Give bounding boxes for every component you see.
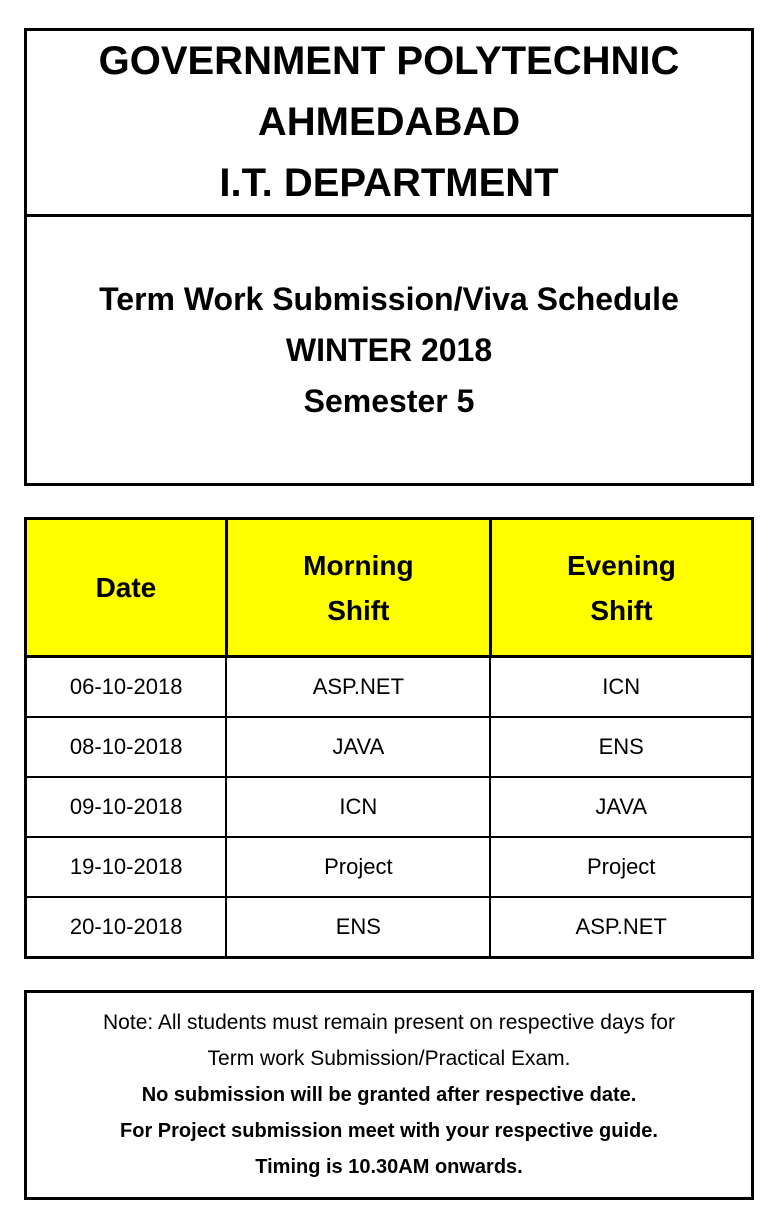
cell-evening: ENS [490,717,752,777]
header-box [24,28,754,486]
note-no-late-submission: No submission will be granted after respective date. [141,1084,637,1106]
column-header-evening-line1: Evening [566,549,676,581]
table-row [26,657,753,718]
cell-morning: ASP.NET [226,657,490,718]
institution-section [27,31,751,217]
cell-morning: Project [226,837,490,897]
column-header-morning-line1: Morning [303,549,414,581]
note-box [24,990,754,1200]
cell-evening: ASP.NET [490,897,752,958]
column-header-evening [490,519,752,657]
table-row [26,897,753,958]
cell-morning: JAVA [226,717,490,777]
schedule-title-section [27,217,751,483]
cell-evening: ICN [490,657,752,718]
column-header-morning [226,519,490,657]
schedule-table [24,517,754,959]
cell-date: 19-10-2018 [26,837,227,897]
table-row [26,717,753,777]
cell-date: 09-10-2018 [26,777,227,837]
department-name: I.T. DEPARTMENT [219,161,559,205]
column-header-date-label: Date [95,572,157,603]
cell-date: 06-10-2018 [26,657,227,718]
table-row [26,837,753,897]
table-row [26,777,753,837]
note-line-1: Note: All students must remain present on respective days for [103,1011,675,1034]
column-header-date [26,519,227,657]
cell-date: 08-10-2018 [26,717,227,777]
column-header-morning-line2: Shift [327,594,390,626]
schedule-title: Term Work Submission/Viva Schedule [99,280,679,317]
cell-morning: ENS [226,897,490,958]
table-header-row [26,519,753,657]
semester-label: Semester 5 [303,382,475,419]
note-project-guide: For Project submission meet with your respective guide. [120,1120,658,1142]
column-header-evening-line2: Shift [590,594,653,626]
cell-morning: ICN [226,777,490,837]
note-timing: Timing is 10.30AM onwards. [255,1156,523,1178]
term-label: WINTER 2018 [285,331,493,368]
note-line-2: Term work Submission/Practical Exam. [207,1047,571,1070]
cell-evening: Project [490,837,752,897]
institution-city: AHMEDABAD [257,100,521,144]
institution-name: GOVERNMENT POLYTECHNIC [98,39,680,83]
cell-date: 20-10-2018 [26,897,227,958]
cell-evening: JAVA [490,777,752,837]
